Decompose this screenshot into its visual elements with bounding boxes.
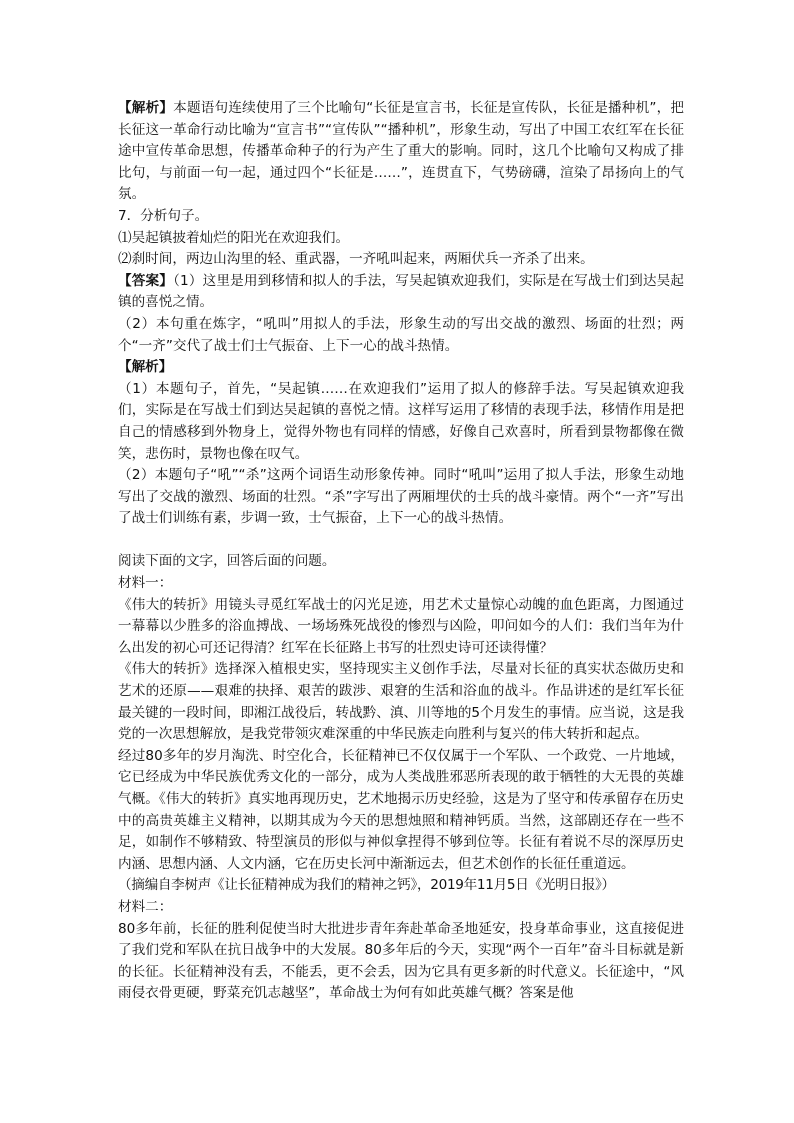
material-2-title: 材料二： bbox=[118, 898, 173, 915]
answer-paragraph-2: （2）本句重在炼字，“吼叫”用拟人的手法，形象生动的写出交战的激烈、场面的壮烈；两个“一齐”交代了战士们士气振奋、上下一心的战斗热情。 bbox=[118, 315, 684, 354]
question-title: 7．分析句子。 bbox=[118, 207, 209, 224]
answer-text-1: （1）这里是用到移情和拟人的手法，写吴起镇欢迎我们，实际是在写战士们到达吴起镇的喜悦之情。 bbox=[118, 272, 684, 311]
analysis-label-2: 【解析】 bbox=[118, 359, 173, 376]
answer-paragraph-1 bbox=[118, 271, 684, 314]
analysis-paragraph bbox=[118, 98, 684, 206]
material-2-paragraph-1: 80多年前，长征的胜利促使当时大批进步青年奔赴革命圣地延安，投身革命事业，这直接促进了我们党和军队在抗日战争中的大发展。80多年后的今天，实现“两个一百年”奋斗目标就是新的长征。长征精神没有丢，不能丢，更不会丢，因为它具有更多新的时代意义。长征途中，“风雨侵衣骨更硬，野菜充饥志越坚”，革命战士为何有如此英雄气概？答案是他 bbox=[118, 920, 684, 1002]
analysis-text: 本题语句连续使用了三个比喻句“长征是宣言书，长征是宣传队，长征是播种机”，把长征这一革命行动比喻为“宣言书”“宣传队”“播种机”，形象生动，写出了中国工农红军在长征途中宣传革命思想，传播革命种子的行为产生了重大的影响。同时，这几个比喻句又构成了排比句，与前面一句一起，通过四个“长征是……”，连贯直下，气势磅礴，渲染了昂扬向上的气氛。 bbox=[118, 100, 684, 203]
analysis-label: 【解析】 bbox=[118, 100, 174, 116]
material-1-paragraph-2: 《伟大的转折》选择深入植根史实，坚持现实主义创作手法，尽量对长征的真实状态做历史和艺术的还原——艰难的抉择、艰苦的跋涉、艰窘的生活和浴血的战斗。作品讲述的是红军长征最关键的一段时间，即湘江战役后，转战黔、滇、川等地的5个月发生的事情。应当说，这是我党的一次思想解放，是我党带领灾难深重的中华民族走向胜利与复兴的伟大转折和起点。 bbox=[118, 661, 684, 743]
blank-line bbox=[118, 530, 684, 552]
reading-intro: 阅读下面的文字，回答后面的问题。 bbox=[118, 553, 336, 570]
material-1-source: （摘编自李树声《让长征精神成为我们的精神之钙》，2019年11月5日《光明日报》） bbox=[118, 877, 615, 894]
analysis-paragraph-3: （2）本题句子“吼”“杀”这两个词语生动形象传神。同时“吼叫”运用了拟人手法，形象生动地写出了交战的激烈、场面的壮烈。“杀”字写出了两厢埋伏的士兵的战斗豪情。两个“一齐”写出了战士们训练有素，步调一致，士气振奋，上下一心的战斗热情。 bbox=[118, 467, 684, 527]
question-sentence-1: ⑴吴起镇披着灿烂的阳光在欢迎我们。 bbox=[118, 229, 350, 246]
material-1-paragraph-1: 《伟大的转折》用镜头寻觅红军战士的闪光足迹，用艺术丈量惊心动魄的血色距离，力图通过一幕幕以少胜多的浴血搏战、一场场殊死战役的惨烈与凶险，叩问如今的人们：我们当年为什么出发的初心可还记得清？红军在长征路上书写的壮烈史诗可还读得懂？ bbox=[118, 596, 684, 656]
question-sentence-2: ⑵刹时间，两边山沟里的轻、重武器，一齐吼叫起来，两厢伏兵一齐杀了出来。 bbox=[118, 251, 594, 268]
document-page bbox=[118, 98, 684, 1005]
material-1-title: 材料一： bbox=[118, 575, 173, 592]
material-1-paragraph-3: 经过80多年的岁月淘洗、时空化合，长征精神已不仅仅属于一个军队、一个政党、一片地域，它已经成为中华民族优秀文化的一部分，成为人类战胜邪恶所表现的敢于牺牲的大无畏的英雄气概。《伟大的转折》真实地再现历史，艺术地揭示历史经验，这是为了坚守和传承留存在历史中的高贵英雄主义精神，以期其成为今天的思想烛照和精神钙质。当然，这部剧还存在一些不足，如制作不够精致、特型演员的形似与神似拿捏得不够到位等。长征有着说不尽的深厚历史内涵、思想内涵、人文内涵，它在历史长河中渐渐远去，但艺术创作的长征任重道远。 bbox=[118, 747, 684, 872]
answer-label: 【答案】 bbox=[118, 272, 174, 289]
analysis-paragraph-2: （1）本题句子，首先，“吴起镇……在欢迎我们”运用了拟人的修辞手法。写吴起镇欢迎我们，实际是在写战士们到达吴起镇的喜悦之情。这样写运用了移情的表现手法，移情作用是把自己的情感移到外物身上，觉得外物也有同样的情感，好像自己欢喜时，所看到景物都像在微笑，悲伤时，景物也像在叹气。 bbox=[118, 380, 684, 462]
